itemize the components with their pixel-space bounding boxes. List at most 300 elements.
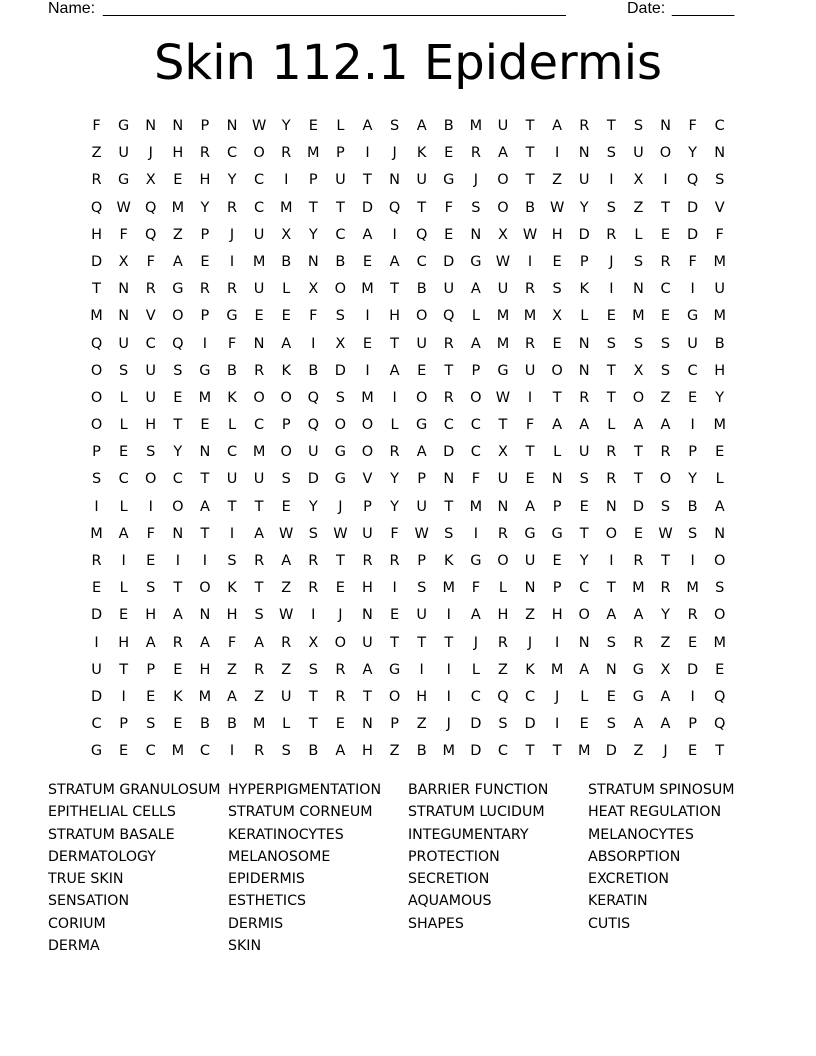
grid-letter[interactable]: R <box>525 281 536 298</box>
grid-letter[interactable]: E <box>146 688 156 705</box>
grid-letter[interactable]: M <box>550 661 564 678</box>
grid-letter[interactable]: H <box>551 226 563 243</box>
grid-letter[interactable]: T <box>227 498 237 515</box>
grid-letter[interactable]: Y <box>173 444 183 461</box>
grid-letter[interactable]: E <box>200 417 210 434</box>
grid-letter[interactable]: N <box>497 498 509 515</box>
grid-letter[interactable]: O <box>361 444 374 461</box>
grid-letter[interactable]: O <box>253 145 265 162</box>
grid-letter[interactable]: A <box>118 525 129 542</box>
grid-letter[interactable]: A <box>172 253 183 270</box>
grid-letter[interactable]: F <box>227 335 237 352</box>
grid-letter[interactable]: S <box>606 145 616 162</box>
grid-letter[interactable]: S <box>633 335 644 352</box>
grid-letter[interactable]: Y <box>390 498 399 515</box>
grid-letter[interactable]: N <box>578 145 590 162</box>
grid-letter[interactable]: C <box>226 444 238 461</box>
grid-letter[interactable]: U <box>497 471 509 488</box>
grid-letter[interactable]: O <box>90 417 103 434</box>
grid-letter[interactable]: N <box>362 607 373 624</box>
grid-letter[interactable]: G <box>416 417 428 434</box>
grid-letter[interactable]: P <box>200 118 210 134</box>
grid-letter[interactable]: I <box>365 308 370 325</box>
grid-letter[interactable]: X <box>281 226 292 243</box>
grid-letter[interactable]: F <box>715 226 724 243</box>
grid-letter[interactable]: L <box>580 688 589 705</box>
grid-letter[interactable]: E <box>119 607 129 624</box>
grid-letter[interactable]: F <box>444 199 453 216</box>
grid-letter[interactable]: G <box>118 172 130 189</box>
grid-letter[interactable]: T <box>390 281 399 298</box>
grid-letter[interactable]: C <box>443 417 454 434</box>
grid-letter[interactable]: R <box>145 281 156 298</box>
grid-letter[interactable]: P <box>417 471 427 488</box>
grid-letter[interactable]: A <box>362 226 373 243</box>
grid-letter[interactable]: L <box>119 417 128 434</box>
grid-letter[interactable]: A <box>470 335 481 352</box>
grid-letter[interactable]: T <box>498 417 508 434</box>
grid-letter[interactable]: N <box>578 634 590 651</box>
grid-letter[interactable]: C <box>254 199 265 216</box>
grid-letter[interactable]: R <box>579 389 590 406</box>
grid-letter[interactable]: T <box>308 688 318 705</box>
grid-letter[interactable]: M <box>496 335 510 352</box>
grid-letter[interactable]: C <box>524 688 536 705</box>
grid-letter[interactable]: U <box>416 607 427 624</box>
grid-letter[interactable]: H <box>226 607 238 624</box>
grid-letter[interactable]: R <box>470 145 481 162</box>
grid-letter[interactable]: G <box>334 471 347 488</box>
grid-letter[interactable]: U <box>633 145 644 162</box>
grid-letter[interactable]: E <box>308 118 318 134</box>
grid-letter[interactable]: U <box>443 281 455 298</box>
grid-letter[interactable]: U <box>91 661 102 678</box>
grid-letter[interactable]: A <box>389 362 400 379</box>
grid-letter[interactable]: P <box>363 498 372 515</box>
grid-letter[interactable]: E <box>417 362 427 379</box>
grid-letter[interactable]: B <box>199 716 210 733</box>
grid-letter[interactable]: R <box>226 199 238 216</box>
grid-letter[interactable]: I <box>446 661 451 678</box>
grid-letter[interactable]: J <box>392 145 397 162</box>
grid-letter[interactable]: C <box>199 743 210 760</box>
grid-letter[interactable]: U <box>416 172 427 189</box>
grid-letter[interactable]: U <box>497 118 509 134</box>
grid-letter[interactable]: N <box>551 471 563 488</box>
grid-letter[interactable]: E <box>579 498 589 515</box>
grid-letter[interactable]: T <box>200 525 210 542</box>
grid-letter[interactable]: A <box>552 417 563 434</box>
grid-letter[interactable]: J <box>446 716 451 733</box>
grid-letter[interactable]: A <box>172 607 183 624</box>
grid-letter[interactable]: E <box>552 553 562 569</box>
grid-letter[interactable]: M <box>713 253 726 270</box>
grid-letter[interactable]: A <box>362 661 373 678</box>
grid-letter[interactable]: I <box>121 553 126 569</box>
grid-letter[interactable]: J <box>148 145 153 162</box>
grid-letter[interactable]: I <box>663 172 668 189</box>
grid-letter[interactable]: R <box>91 553 102 569</box>
grid-letter[interactable]: T <box>525 172 535 189</box>
grid-letter[interactable]: T <box>525 145 535 162</box>
grid-letter[interactable]: A <box>470 607 481 624</box>
grid-letter[interactable]: A <box>362 118 373 134</box>
grid-letter[interactable]: U <box>578 172 590 189</box>
grid-letter[interactable]: H <box>389 308 401 325</box>
grid-letter[interactable]: X <box>308 634 319 651</box>
grid-letter[interactable]: C <box>497 743 509 760</box>
grid-letter[interactable]: J <box>663 743 668 760</box>
grid-letter[interactable]: S <box>281 743 291 760</box>
date-field[interactable]: _______ <box>672 0 735 17</box>
grid-letter[interactable]: B <box>714 335 725 352</box>
grid-letter[interactable]: D <box>90 253 103 270</box>
grid-letter[interactable]: N <box>118 308 130 325</box>
grid-letter[interactable]: W <box>116 199 131 216</box>
grid-letter[interactable]: R <box>335 688 346 705</box>
grid-letter[interactable]: A <box>254 525 265 542</box>
grid-letter[interactable]: L <box>336 118 345 134</box>
grid-letter[interactable]: A <box>389 253 400 270</box>
grid-letter[interactable]: E <box>389 607 400 624</box>
grid-letter[interactable]: L <box>553 444 562 461</box>
grid-letter[interactable]: M <box>469 498 483 515</box>
grid-letter[interactable]: T <box>308 199 318 216</box>
grid-letter[interactable]: E <box>335 716 345 733</box>
grid-letter[interactable]: K <box>416 145 427 162</box>
grid-letter[interactable]: S <box>633 118 644 134</box>
grid-letter[interactable]: S <box>254 607 264 624</box>
grid-letter[interactable]: Y <box>715 389 725 406</box>
grid-letter[interactable]: E <box>579 716 589 733</box>
grid-letter[interactable]: E <box>633 525 643 542</box>
grid-letter[interactable]: J <box>527 634 533 651</box>
grid-letter[interactable]: D <box>334 362 346 379</box>
grid-letter[interactable]: C <box>254 172 265 189</box>
grid-letter[interactable]: O <box>253 389 265 406</box>
grid-letter[interactable]: N <box>714 145 726 162</box>
grid-letter[interactable]: E <box>552 253 562 270</box>
grid-letter[interactable]: I <box>555 634 560 651</box>
grid-letter[interactable]: C <box>470 688 481 705</box>
grid-letter[interactable]: E <box>173 172 183 189</box>
grid-letter[interactable]: T <box>552 743 562 760</box>
grid-letter[interactable]: N <box>605 661 617 678</box>
grid-letter[interactable]: C <box>145 335 156 352</box>
grid-letter[interactable]: R <box>254 553 265 569</box>
grid-letter[interactable]: W <box>251 118 267 134</box>
grid-letter[interactable]: T <box>335 553 345 569</box>
grid-letter[interactable]: K <box>227 580 237 597</box>
grid-letter[interactable]: A <box>606 607 617 624</box>
grid-letter[interactable]: T <box>444 362 454 379</box>
grid-letter[interactable]: S <box>498 716 508 733</box>
grid-letter[interactable]: T <box>335 199 345 216</box>
grid-letter[interactable]: T <box>606 362 616 379</box>
grid-letter[interactable]: T <box>579 525 589 542</box>
grid-letter[interactable]: E <box>688 743 698 760</box>
grid-letter[interactable]: H <box>199 661 211 678</box>
grid-letter[interactable]: S <box>308 661 318 678</box>
grid-letter[interactable]: E <box>335 580 345 597</box>
grid-letter[interactable]: R <box>660 253 671 270</box>
grid-letter[interactable]: Y <box>579 553 589 569</box>
grid-letter[interactable]: O <box>199 580 211 597</box>
grid-letter[interactable]: G <box>334 444 347 461</box>
grid-letter[interactable]: S <box>660 335 671 352</box>
grid-letter[interactable]: Z <box>281 661 292 678</box>
grid-letter[interactable]: Y <box>661 607 670 624</box>
grid-letter[interactable]: M <box>90 308 103 325</box>
grid-letter[interactable]: D <box>307 471 319 488</box>
grid-letter[interactable]: O <box>713 553 726 569</box>
grid-letter[interactable]: A <box>579 661 590 678</box>
grid-letter[interactable]: E <box>254 308 264 325</box>
grid-letter[interactable]: E <box>715 661 725 678</box>
grid-letter[interactable]: F <box>227 634 237 651</box>
grid-letter[interactable]: V <box>145 308 156 325</box>
grid-letter[interactable]: L <box>119 580 128 597</box>
grid-letter[interactable]: K <box>173 688 183 705</box>
grid-letter[interactable]: A <box>497 145 508 162</box>
grid-letter[interactable]: Y <box>227 172 237 189</box>
grid-letter[interactable]: Z <box>227 661 237 678</box>
grid-letter[interactable]: S <box>552 281 562 298</box>
grid-letter[interactable]: B <box>687 498 698 515</box>
grid-letter[interactable]: K <box>444 553 454 569</box>
grid-letter[interactable]: Q <box>307 417 319 434</box>
grid-letter[interactable]: P <box>390 716 399 733</box>
grid-letter[interactable]: J <box>609 253 614 270</box>
grid-letter[interactable]: N <box>443 471 455 488</box>
grid-letter[interactable]: I <box>446 607 451 624</box>
grid-letter[interactable]: E <box>146 553 156 569</box>
grid-letter[interactable]: R <box>308 580 319 597</box>
grid-letter[interactable]: R <box>606 471 617 488</box>
grid-letter[interactable]: X <box>633 362 644 379</box>
grid-letter[interactable]: T <box>661 553 670 569</box>
grid-letter[interactable]: O <box>90 389 103 406</box>
grid-letter[interactable]: U <box>416 335 427 352</box>
grid-letter[interactable]: A <box>199 498 210 515</box>
grid-letter[interactable]: R <box>254 661 265 678</box>
grid-letter[interactable]: W <box>279 525 294 542</box>
grid-letter[interactable]: D <box>687 226 699 243</box>
grid-letter[interactable]: Q <box>388 199 401 216</box>
grid-letter[interactable]: E <box>688 634 698 651</box>
grid-letter[interactable]: I <box>690 417 695 434</box>
grid-letter[interactable]: P <box>579 253 589 270</box>
grid-letter[interactable]: E <box>173 716 183 733</box>
grid-letter[interactable]: I <box>229 743 235 760</box>
grid-letter[interactable]: S <box>281 471 291 488</box>
grid-letter[interactable]: I <box>202 335 208 352</box>
grid-letter[interactable]: F <box>471 580 481 597</box>
grid-letter[interactable]: R <box>443 335 454 352</box>
grid-letter[interactable]: A <box>470 281 481 298</box>
grid-letter[interactable]: A <box>199 634 210 651</box>
grid-letter[interactable]: B <box>443 118 454 134</box>
grid-letter[interactable]: M <box>198 389 212 406</box>
grid-letter[interactable]: N <box>524 580 536 597</box>
grid-letter[interactable]: I <box>229 525 235 542</box>
grid-letter[interactable]: Z <box>660 389 671 406</box>
grid-letter[interactable]: I <box>555 145 560 162</box>
grid-letter[interactable]: Q <box>686 172 699 189</box>
grid-letter[interactable]: O <box>470 389 482 406</box>
grid-letter[interactable]: P <box>92 444 101 461</box>
grid-letter[interactable]: Y <box>200 199 210 216</box>
grid-letter[interactable]: O <box>605 525 618 542</box>
grid-letter[interactable]: O <box>551 362 563 379</box>
grid-letter[interactable]: T <box>525 444 535 461</box>
grid-letter[interactable]: R <box>308 553 319 569</box>
grid-letter[interactable]: M <box>713 308 726 325</box>
grid-letter[interactable]: Z <box>172 226 183 243</box>
grid-letter[interactable]: L <box>498 580 507 597</box>
grid-letter[interactable]: C <box>470 444 481 461</box>
grid-letter[interactable]: T <box>173 580 183 597</box>
grid-letter[interactable]: Z <box>497 661 508 678</box>
grid-letter[interactable]: J <box>555 688 560 705</box>
grid-letter[interactable]: Q <box>90 335 103 352</box>
grid-letter[interactable]: A <box>714 498 725 515</box>
grid-letter[interactable]: E <box>281 308 291 325</box>
grid-letter[interactable]: X <box>335 335 346 352</box>
grid-letter[interactable]: U <box>687 335 698 352</box>
grid-letter[interactable]: T <box>661 199 670 216</box>
grid-letter[interactable]: S <box>606 199 616 216</box>
grid-letter[interactable]: L <box>471 661 480 678</box>
grid-letter[interactable]: X <box>118 253 129 270</box>
grid-letter[interactable]: E <box>119 444 129 461</box>
grid-letter[interactable]: O <box>578 607 590 624</box>
grid-letter[interactable]: L <box>607 417 616 434</box>
name-field[interactable]: ____________________________________________________ <box>103 0 566 17</box>
grid-letter[interactable]: C <box>172 471 183 488</box>
grid-letter[interactable]: S <box>91 471 102 488</box>
grid-letter[interactable]: H <box>172 145 184 162</box>
grid-letter[interactable]: O <box>90 362 103 379</box>
grid-letter[interactable]: O <box>497 199 509 216</box>
grid-letter[interactable]: X <box>633 172 644 189</box>
grid-letter[interactable]: X <box>308 281 319 298</box>
grid-letter[interactable]: I <box>365 145 370 162</box>
grid-letter[interactable]: N <box>307 253 319 270</box>
grid-letter[interactable]: W <box>658 525 673 542</box>
grid-letter[interactable]: A <box>660 716 671 733</box>
grid-letter[interactable]: S <box>308 525 318 542</box>
grid-letter[interactable]: M <box>523 308 537 325</box>
grid-letter[interactable]: N <box>578 335 590 352</box>
grid-letter[interactable]: G <box>226 308 238 325</box>
grid-letter[interactable]: N <box>660 118 671 134</box>
grid-letter[interactable]: X <box>552 308 563 325</box>
grid-letter[interactable]: W <box>279 607 294 624</box>
grid-letter[interactable]: L <box>634 226 643 243</box>
grid-letter[interactable]: D <box>605 743 617 760</box>
grid-letter[interactable]: U <box>524 362 536 379</box>
grid-letter[interactable]: M <box>171 199 185 216</box>
grid-letter[interactable]: E <box>660 226 671 243</box>
grid-letter[interactable]: O <box>497 553 509 569</box>
grid-letter[interactable]: E <box>660 308 671 325</box>
grid-letter[interactable]: X <box>497 444 508 461</box>
grid-letter[interactable]: N <box>578 362 590 379</box>
grid-letter[interactable]: G <box>524 525 536 542</box>
grid-letter[interactable]: R <box>172 634 183 651</box>
grid-letter[interactable]: M <box>632 308 645 325</box>
grid-letter[interactable]: U <box>497 281 509 298</box>
grid-letter[interactable]: G <box>118 118 130 134</box>
grid-letter[interactable]: O <box>334 417 347 434</box>
grid-letter[interactable]: I <box>609 553 614 569</box>
grid-letter[interactable]: T <box>200 471 210 488</box>
grid-letter[interactable]: I <box>311 607 316 624</box>
grid-letter[interactable]: O <box>713 607 726 624</box>
grid-letter[interactable]: R <box>660 580 671 597</box>
grid-letter[interactable]: M <box>632 580 645 597</box>
grid-letter[interactable]: S <box>633 253 644 270</box>
grid-letter[interactable]: U <box>416 498 427 515</box>
grid-letter[interactable]: T <box>390 634 399 651</box>
grid-letter[interactable]: R <box>606 226 617 243</box>
grid-letter[interactable]: B <box>308 743 319 760</box>
grid-letter[interactable]: Y <box>308 226 318 243</box>
grid-letter[interactable]: Z <box>552 172 563 189</box>
grid-letter[interactable]: X <box>497 226 508 243</box>
grid-letter[interactable]: Z <box>525 607 536 624</box>
grid-letter[interactable]: U <box>145 362 157 379</box>
grid-letter[interactable]: B <box>416 281 427 298</box>
grid-letter[interactable]: T <box>363 688 372 705</box>
grid-letter[interactable]: Q <box>172 335 184 352</box>
grid-letter[interactable]: O <box>334 281 347 298</box>
grid-letter[interactable]: G <box>632 661 645 678</box>
grid-letter[interactable]: A <box>416 118 427 134</box>
grid-letter[interactable]: E <box>362 335 373 352</box>
grid-letter[interactable]: Q <box>145 199 157 216</box>
grid-letter[interactable]: O <box>172 498 184 515</box>
grid-letter[interactable]: M <box>469 118 483 134</box>
grid-letter[interactable]: X <box>145 172 156 189</box>
grid-letter[interactable]: M <box>442 743 456 760</box>
grid-letter[interactable]: I <box>527 253 533 270</box>
grid-letter[interactable]: R <box>579 118 590 134</box>
grid-letter[interactable]: S <box>417 580 427 597</box>
grid-letter[interactable]: R <box>660 444 671 461</box>
grid-letter[interactable]: U <box>118 145 129 162</box>
grid-letter[interactable]: Q <box>90 199 103 216</box>
grid-letter[interactable]: P <box>688 716 697 733</box>
grid-letter[interactable]: T <box>525 743 535 760</box>
grid-letter[interactable]: G <box>632 688 645 705</box>
grid-letter[interactable]: G <box>388 661 401 678</box>
grid-letter[interactable]: S <box>715 580 725 597</box>
grid-letter[interactable]: B <box>308 362 319 379</box>
grid-letter[interactable]: T <box>606 118 616 134</box>
grid-letter[interactable]: P <box>146 661 156 678</box>
grid-letter[interactable]: I <box>690 281 695 298</box>
grid-letter[interactable]: R <box>199 281 210 298</box>
grid-letter[interactable]: O <box>388 688 401 705</box>
grid-letter[interactable]: N <box>118 281 130 298</box>
grid-letter[interactable]: E <box>173 661 183 678</box>
grid-letter[interactable]: G <box>90 743 103 760</box>
grid-letter[interactable]: E <box>525 471 535 488</box>
grid-letter[interactable]: S <box>606 335 616 352</box>
grid-letter[interactable]: S <box>389 118 400 134</box>
